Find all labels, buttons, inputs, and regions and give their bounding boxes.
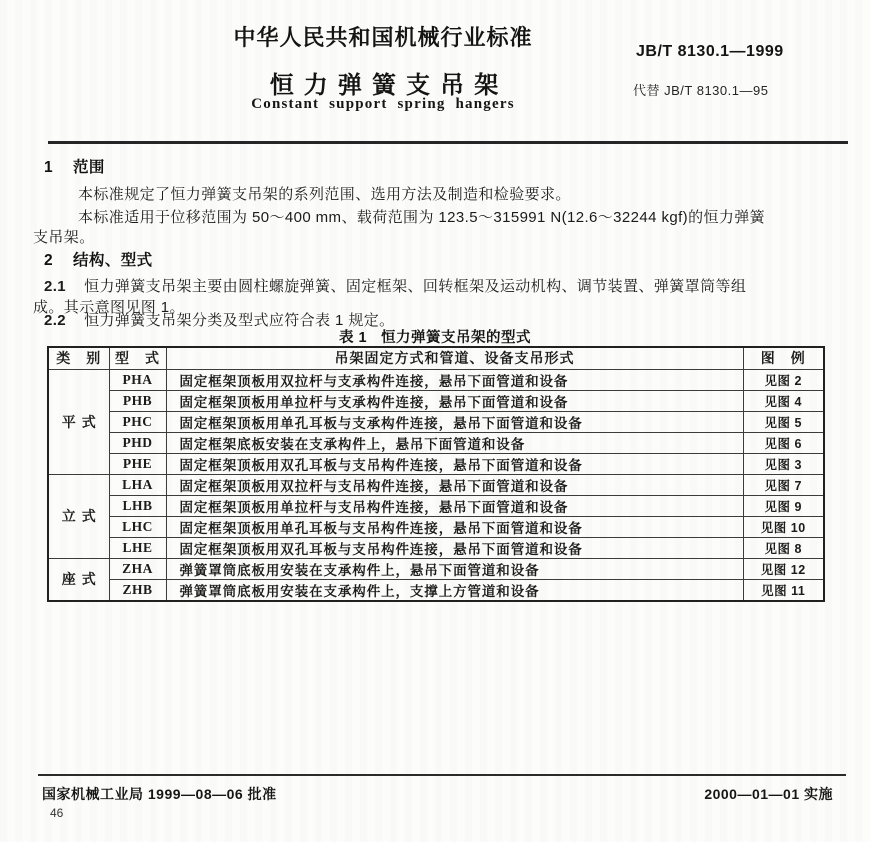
description-cell: 固定框架底板安装在支承构件上，悬吊下面管道和设备 [166, 432, 743, 453]
table-header-row [48, 347, 824, 369]
clause-2-1-line-1 [44, 278, 746, 296]
table-row [48, 432, 824, 453]
column-header-figure: 图 例 [743, 347, 824, 369]
figure-ref-cell: 见图 9 [743, 495, 824, 516]
section-1-paragraph-1: 本标准规定了恒力弹簧支吊架的系列范围、选用方法及制造和检验要求。 [78, 186, 571, 203]
clause-2-2-text: 恒力弹簧支吊架分类及型式应符合表 1 规定。 [84, 312, 395, 329]
section-1-number: 1 [44, 159, 54, 176]
section-1-title: 范围 [73, 159, 105, 176]
header-rule [48, 141, 848, 144]
figure-ref-cell: 见图 7 [743, 474, 824, 495]
clause-2-1-line-2: 成。其示意图见图 1。 [33, 299, 185, 316]
table-row [48, 579, 824, 601]
model-cell: ZHA [109, 558, 166, 579]
table-row [48, 390, 824, 411]
section-1-heading [44, 159, 105, 177]
clause-2-1-text: 恒力弹簧支吊架主要由圆柱螺旋弹簧、固定框架、回转框架及运动机构、调节装置、弹簧罩筒等组 [84, 278, 747, 295]
model-cell: LHB [109, 495, 166, 516]
model-cell: PHD [109, 432, 166, 453]
footer-rule [38, 774, 846, 776]
document-title-en: Constant support spring hangers [251, 96, 515, 112]
description-cell: 弹簧罩筒底板用安装在支承构件上，支撑上方管道和设备 [166, 579, 743, 601]
table-row [48, 558, 824, 579]
table-row [48, 537, 824, 558]
approval-statement: 国家机械工业局 1999—08—06 批准 [42, 786, 277, 802]
clause-2-1-number: 2.1 [44, 278, 67, 295]
supersedes-note: 代替 JB/T 8130.1—95 [633, 83, 769, 98]
figure-ref-cell: 见图 12 [743, 558, 824, 579]
description-cell: 弹簧罩筒底板用安装在支承构件上，悬吊下面管道和设备 [166, 558, 743, 579]
column-header-model: 型 式 [109, 347, 166, 369]
section-1-paragraph-2-line-2: 支吊架。 [33, 229, 95, 246]
description-cell: 固定框架顶板用单孔耳板与支承构件连接，悬吊下面管道和设备 [166, 411, 743, 432]
model-cell: PHE [109, 453, 166, 474]
section-2-number: 2 [44, 252, 54, 269]
page-number: 46 [50, 806, 64, 820]
description-cell: 固定框架顶板用双孔耳板与支吊构件连接，悬吊下面管道和设备 [166, 537, 743, 558]
figure-ref-cell: 见图 5 [743, 411, 824, 432]
figure-ref-cell: 见图 11 [743, 579, 824, 601]
section-1-paragraph-2-line-1: 本标准适用于位移范围为 50～400 mm、载荷范围为 123.5～315991 N(12.6～32244 kgf)的恒力弹簧 [78, 209, 766, 226]
model-cell: LHC [109, 516, 166, 537]
figure-ref-cell: 见图 2 [743, 369, 824, 390]
table-row [48, 369, 824, 390]
description-cell: 固定框架顶板用双孔耳板与支吊构件连接，悬吊下面管道和设备 [166, 453, 743, 474]
model-cell: PHB [109, 390, 166, 411]
clause-2-2-number: 2.2 [44, 312, 67, 329]
table-1-caption [47, 326, 823, 347]
model-cell: LHE [109, 537, 166, 558]
model-cell: LHA [109, 474, 166, 495]
table-row [48, 474, 824, 495]
table-row [48, 516, 824, 537]
category-cell-seat: 座式 [48, 558, 109, 601]
model-cell: PHC [109, 411, 166, 432]
document-title-zh: 恒力弹簧支吊架 [269, 72, 509, 99]
model-cell: PHA [109, 369, 166, 390]
type-classification-table [47, 346, 825, 602]
column-header-category: 类 别 [48, 347, 109, 369]
figure-ref-cell: 见图 4 [743, 390, 824, 411]
description-cell: 固定框架顶板用单拉杆与支承构件连接，悬吊下面管道和设备 [166, 390, 743, 411]
figure-ref-cell: 见图 10 [743, 516, 824, 537]
table-row [48, 453, 824, 474]
implementation-date: 2000—01—01 实施 [704, 786, 833, 802]
standard-number: JB/T 8130.1—1999 [636, 43, 784, 60]
category-cell-flat: 平式 [48, 369, 109, 474]
table-1-caption-title: 恒力弹簧支吊架的型式 [381, 330, 532, 346]
figure-ref-cell: 见图 3 [743, 453, 824, 474]
section-2-title: 结构、型式 [73, 252, 153, 269]
description-cell: 固定框架顶板用双拉杆与支吊构件连接，悬吊下面管道和设备 [166, 474, 743, 495]
table-1-caption-number: 表 1 [338, 330, 368, 346]
figure-ref-cell: 见图 6 [743, 432, 824, 453]
model-cell: ZHB [109, 579, 166, 601]
description-cell: 固定框架顶板用单拉杆与支吊构件连接，悬吊下面管道和设备 [166, 495, 743, 516]
description-cell: 固定框架顶板用单孔耳板与支吊构件连接，悬吊下面管道和设备 [166, 516, 743, 537]
table-row [48, 495, 824, 516]
table-row [48, 411, 824, 432]
figure-ref-cell: 见图 8 [743, 537, 824, 558]
column-header-description: 吊架固定方式和管道、设备支吊形式 [166, 347, 743, 369]
section-2-heading [44, 252, 153, 270]
description-cell: 固定框架顶板用双拉杆与支承构件连接，悬吊下面管道和设备 [166, 369, 743, 390]
standard-org-title: 中华人民共和国机械行业标准 [233, 25, 533, 50]
category-cell-vertical: 立式 [48, 474, 109, 558]
